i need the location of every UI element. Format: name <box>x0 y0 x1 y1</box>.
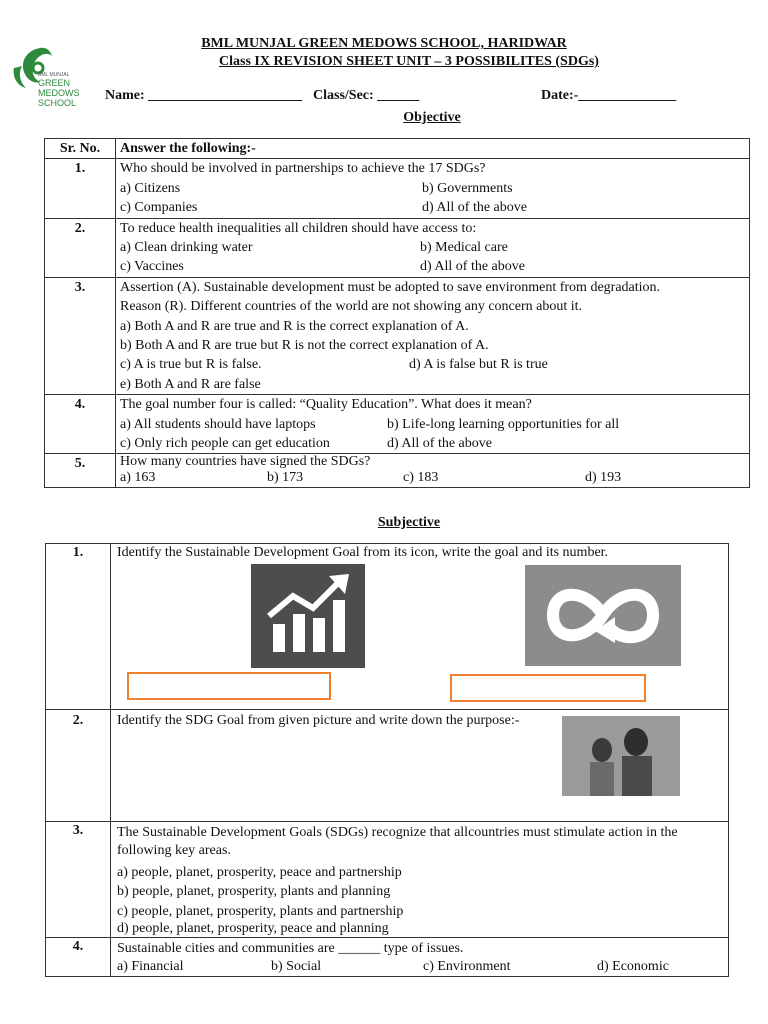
option-c[interactable]: c) Companies <box>120 200 198 216</box>
question-text: To reduce health inequalities all children should have access to: <box>120 220 477 236</box>
question-number: 3. <box>46 822 111 938</box>
question-number: 4. <box>45 395 116 454</box>
question-number: 3. <box>45 277 116 394</box>
option-a[interactable]: a) people, planet, prosperity, peace and partnership <box>117 865 402 880</box>
table-row <box>45 218 750 277</box>
option-c[interactable]: c) A is true but R is false. <box>120 357 262 373</box>
option-d[interactable]: d) A is false but R is true <box>409 357 548 373</box>
option-b[interactable]: b) Social <box>271 959 322 974</box>
question-number: 2. <box>45 218 116 277</box>
sr-no-header: Sr. No. <box>45 139 116 159</box>
question-cell <box>116 454 750 488</box>
question-text: Identify the Sustainable Development Goal from its icon, write the goal and its number. <box>117 545 609 560</box>
question-number: 2. <box>46 710 111 822</box>
question-text: Identify the SDG Goal from given picture and write down the purpose:- <box>117 713 520 728</box>
children-photo <box>562 716 680 796</box>
option-b[interactable]: b) Medical care <box>420 240 508 255</box>
question-text: The Sustainable Development Goals (SDGs) recognize that allcountries must stimulate action in the following key areas. <box>117 825 678 858</box>
option-b[interactable]: b) 173 <box>267 470 304 486</box>
option-a[interactable]: a) Clean drinking water <box>120 240 253 255</box>
option-c[interactable]: c) Environment <box>423 959 511 974</box>
question-number: 1. <box>46 544 111 710</box>
question-number: 4. <box>46 938 111 977</box>
answer-box-1[interactable] <box>127 672 331 700</box>
reason-text: Reason (R). Different countries of the world are not showing any concern about it. <box>120 299 582 315</box>
option-a[interactable]: a) Citizens <box>120 180 181 196</box>
growth-chart-icon <box>251 564 365 668</box>
logo-line2: MEDOWS <box>38 88 80 98</box>
date-field[interactable]: Date:-______________ <box>541 88 677 103</box>
table-row <box>45 454 750 488</box>
logo-line0: BML MUNJAL <box>38 72 70 78</box>
school-name: BML MUNJAL GREEN MEDOWS SCHOOL, HARIDWAR <box>201 36 567 51</box>
question-text: Who should be involved in partnerships to achieve the 17 SDGs? <box>120 161 486 177</box>
option-d[interactable]: d) All of the above <box>387 436 492 451</box>
table-row <box>46 544 729 710</box>
subjective-heading: Subjective <box>377 515 441 530</box>
option-b[interactable]: b) people, planet, prosperity, plants and planning <box>117 884 391 899</box>
table-row <box>45 395 750 454</box>
table-row <box>46 938 729 977</box>
option-d[interactable]: d) Economic <box>597 959 669 974</box>
option-c[interactable]: c) 183 <box>403 470 439 486</box>
option-d[interactable]: d) All of the above <box>422 200 527 216</box>
answer-header: Answer the following:- <box>116 139 750 159</box>
question-number: 1. <box>45 159 116 218</box>
question-text: The goal number four is called: “Quality Education”. What does it mean? <box>120 397 532 413</box>
sheet-title: Class IX REVISION SHEET UNIT – 3 POSSIBILITES (SDGs) <box>219 54 599 69</box>
table-row <box>45 277 750 394</box>
option-b[interactable]: b) Both A and R are true but R is not the correct explanation of A. <box>120 338 489 353</box>
objective-heading: Objective <box>403 110 461 125</box>
question-text: Sustainable cities and communities are ______ type of issues. <box>117 941 464 956</box>
table-row <box>46 710 729 822</box>
option-b[interactable]: b) Governments <box>422 180 513 196</box>
option-d[interactable]: d) 193 <box>585 470 622 486</box>
logo-text <box>38 72 80 108</box>
infinity-recycle-icon <box>525 565 681 666</box>
option-c[interactable]: c) Vaccines <box>120 259 184 275</box>
name-field[interactable]: Name: ______________________ <box>105 88 303 103</box>
option-b[interactable]: b) Life-long learning opportunities for all <box>387 416 620 432</box>
question-cell <box>111 822 729 938</box>
assertion-text: Assertion (A). Sustainable development must be adopted to save environment from degradation. <box>120 279 661 295</box>
question-cell <box>111 544 729 710</box>
objective-table <box>44 138 750 488</box>
question-cell <box>111 710 729 822</box>
option-c[interactable]: c) Only rich people can get education <box>120 436 330 451</box>
question-number: 5. <box>45 454 116 488</box>
subjective-table <box>45 543 729 977</box>
table-row <box>45 159 750 218</box>
option-a[interactable]: a) 163 <box>120 470 156 486</box>
option-e[interactable]: e) Both A and R are false <box>120 376 261 392</box>
option-d[interactable]: d) people, planet, prosperity, peace and planning <box>117 921 389 936</box>
table-header-row <box>45 139 750 159</box>
option-a[interactable]: a) Both A and R are true and R is the correct explanation of A. <box>120 318 469 334</box>
class-field[interactable]: Class/Sec: ______ <box>313 88 420 103</box>
question-cell <box>116 395 750 454</box>
answer-box-2[interactable] <box>450 674 646 702</box>
table-row <box>46 822 729 938</box>
logo-line3: SCHOOL <box>38 98 77 108</box>
option-a[interactable]: a) Financial <box>117 959 184 974</box>
question-cell <box>116 218 750 277</box>
logo-line1: GREEN <box>38 78 71 88</box>
option-c[interactable]: c) people, planet, prosperity, plants and partnership <box>117 904 404 919</box>
question-text: How many countries have signed the SDGs? <box>120 454 371 470</box>
question-cell <box>111 938 729 977</box>
question-cell <box>116 277 750 394</box>
option-d[interactable]: d) All of the above <box>420 259 525 275</box>
question-cell <box>116 159 750 218</box>
option-a[interactable]: a) All students should have laptops <box>120 416 316 432</box>
